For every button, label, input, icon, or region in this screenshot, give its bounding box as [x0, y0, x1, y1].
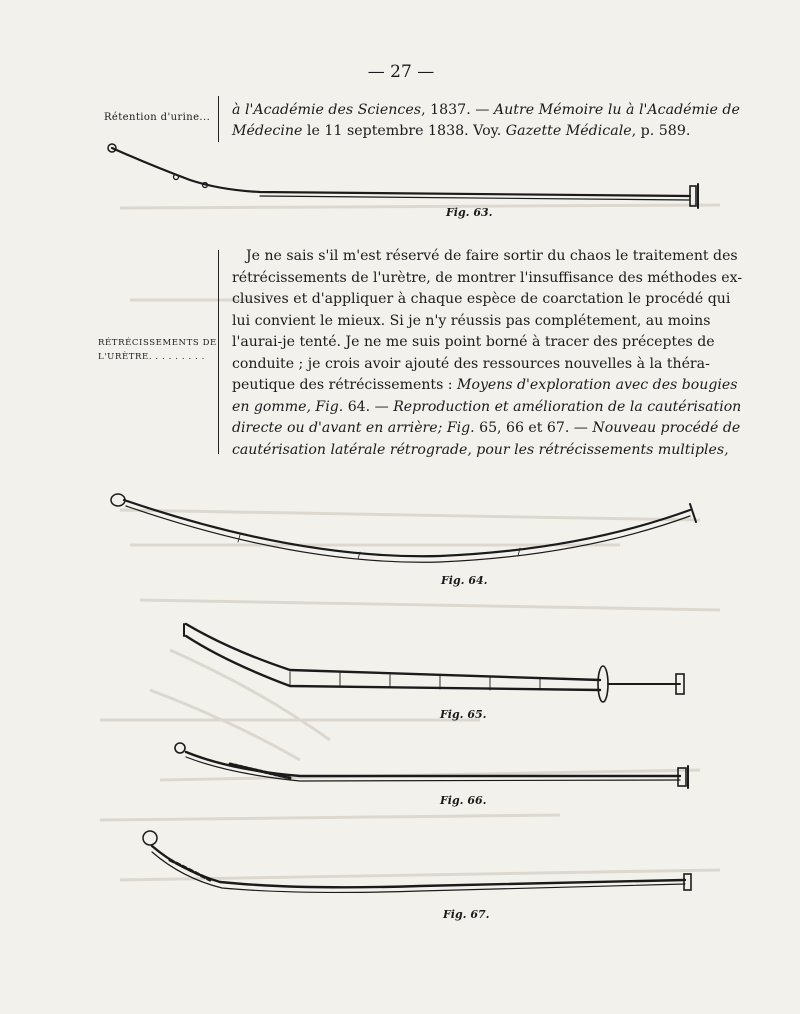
page-number: — 27 —: [367, 62, 435, 82]
paragraph-line: rétrécissements de l'urètre, de montrer l'insuffisance des méthodes ex-: [232, 269, 743, 286]
paragraph-line: conduite ; je crois avoir ajouté des ressources nouvelles à la théra-: [232, 355, 710, 372]
paragraph-line: lui convient le mieux. Si je n'y réussis pas complétement, au moins: [232, 312, 711, 329]
caption-fig-67: Fig. 67.: [443, 908, 490, 921]
citation-text: Gazette Médicale: [505, 123, 632, 139]
margin-note-retention: Rétention d'urine...: [104, 112, 211, 123]
citation-text: , p. 589.: [631, 123, 691, 139]
paragraph-text: Reproduction et amélioration de la cautérisation: [393, 398, 742, 415]
caption-fig-66: Fig. 66.: [440, 794, 487, 807]
paragraph-line: cautérisation latérale rétrograde, pour les rétrécissements multiples,: [232, 441, 729, 458]
margin-note-line: L'URÈTRE. . . . . . . . .: [98, 352, 205, 362]
citation-text: Médecine: [232, 123, 303, 139]
paragraph-line: Je ne sais s'il m'est réservé de faire sortir du chaos le traitement des: [246, 248, 738, 264]
paragraph-text: Moyens d'exploration avec des bougies: [457, 377, 738, 393]
paragraph-line: l'aurai-je tenté. Je ne me suis point borné à tracer des préceptes de: [232, 334, 715, 350]
paragraph-text: Nouveau procédé de: [592, 420, 741, 436]
fig64-instrument: [111, 494, 696, 562]
citation-text: le 11 septembre 1838. Voy.: [302, 123, 506, 139]
citation-text: , 1837. —: [421, 102, 494, 118]
caption-fig-63: Fig. 63.: [446, 206, 493, 219]
paragraph-text: directe ou d'avant en arrière; Fig.: [232, 420, 475, 436]
fig63-instrument: [108, 144, 698, 208]
paragraph-text: en gomme, Fig.: [232, 398, 344, 415]
paragraph-line: clusives et d'appliquer à chaque espèce de coarctation le procédé qui: [232, 291, 731, 307]
caption-fig-64: Fig. 64.: [441, 574, 488, 587]
paragraph-text: 64. —: [343, 398, 394, 415]
margin-note-line: RÉTRÉCISSEMENTS DE: [98, 338, 217, 348]
paragraph-text: peutique des rétrécissements :: [232, 377, 458, 393]
citation-text: Autre Mémoire lu à l'Académie de: [493, 102, 740, 118]
paragraph-text: 65, 66 et 67. —: [474, 420, 593, 436]
fig67-instrument: [143, 831, 691, 892]
citation-text: à l'Académie des Sciences: [232, 102, 422, 118]
fig66-instrument: [175, 743, 688, 788]
caption-fig-65: Fig. 65.: [440, 708, 487, 721]
fig65-instrument: [184, 624, 684, 702]
